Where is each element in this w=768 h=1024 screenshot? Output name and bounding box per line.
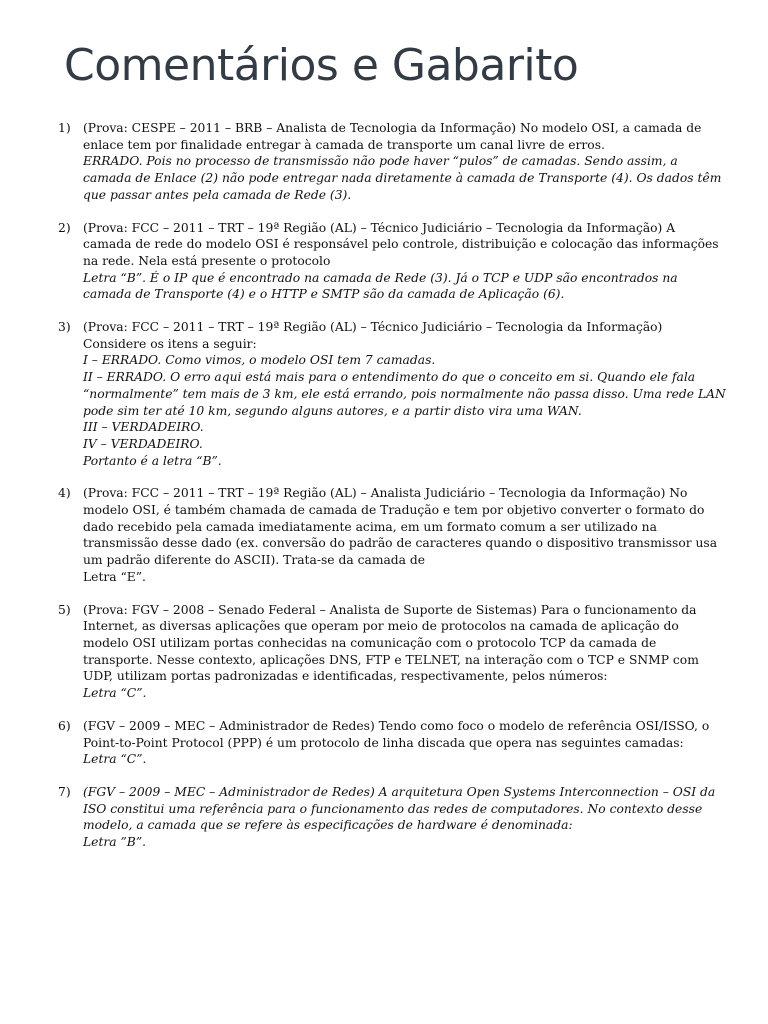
question-comment: Portanto é a letra “B”. [83, 453, 222, 468]
question-item-1 [58, 120, 726, 204]
question-comment: Letra “C”. [83, 752, 147, 767]
question-statement: (Prova: FCC – 2011 – TRT – 19ª Região (AL) – Técnico Judiciário – Tecnologia da Informação) Considere os itens a seguir: [83, 320, 663, 351]
question-number: 5) [58, 602, 71, 617]
question-comment: II – ERRADO. O erro aqui está mais para o entendimento do que o conceito em si. Quando ele fala “normalmente” tem mais de 3 km, ele está errando, pois normalmente não passa disso. Uma rede LAN pode sim ter até 10 km, segundo alguns autores, e a partir disto vira uma WAN. [83, 370, 726, 418]
question-item-4 [58, 485, 726, 585]
question-comment: Letra “B”. É o IP que é encontrado na camada de Rede (3). Já o TCP e UDP são encontrados na camada de Transporte (4) e o HTTP e SMTP são da camada de Aplicação (6). [83, 270, 678, 302]
question-number: 6) [58, 718, 71, 733]
question-comment: ERRADO. Pois no processo de transmissão não pode haver “pulos” de camadas. Sendo assim, a camada de Enlace (2) não pode entregar nada diretamente à camada de Transporte (4). Os dados têm que passar antes pela camada de Rede (3). [83, 154, 722, 202]
question-item-5 [58, 602, 726, 702]
question-statement: (Prova: FCC – 2011 – TRT – 19ª Região (AL) – Analista Judiciário – Tecnologia da Informação) No modelo OSI, é também chamada de camada de Tradução e tem por objetivo converter o formato do dado recebido pela camada imediatamente acima, em um formato comum a ser utilizado na transmissão desse dado (ex. conversão do padrão de caracteres quando o dispositivo transmissor usa um padrão diferente do ASCII). Trata-se da camada de [83, 486, 718, 568]
question-answer: Letra “E”. [83, 569, 146, 584]
question-list [58, 120, 726, 867]
question-comment: I – ERRADO. Como vimos, o modelo OSI tem 7 camadas. [83, 353, 436, 368]
question-item-7 [58, 784, 726, 851]
question-statement: (FGV – 2009 – MEC – Administrador de Redes) Tendo como foco o modelo de referência OSI/ISSO, o Point-to-Point Protocol (PPP) é um protocolo de linha discada que opera nas seguintes camadas: [83, 718, 710, 750]
question-number: 3) [58, 320, 71, 335]
question-comment: IV – VERDADEIRO. [83, 436, 203, 451]
question-number: 7) [58, 784, 71, 799]
question-statement: (Prova: FGV – 2008 – Senado Federal – Analista de Suporte de Sistemas) Para o funcionamento da Internet, as diversas aplicações que operam por meio de protocolos na camada de aplicação do modelo OSI utilizam portas conhecidas na comunicação com o protocolo TCP da camada de transporte. Nesse contexto, aplicações DNS, FTP e TELNET, na interação com o TCP e SNMP com UDP, utilizam portas padronizadas e identificadas, respectivamente, pelos números: [83, 602, 699, 684]
page-title: Comentários e Gabarito [64, 40, 579, 91]
question-number: 1) [58, 121, 71, 135]
question-item-2 [58, 220, 726, 304]
question-item-6 [58, 718, 726, 768]
question-statement: (Prova: CESPE – 2011 – BRB – Analista de Tecnologia da Informação) No modelo OSI, a camada de enlace tem por finalidade entregar à camada de transporte um canal livre de erros. [83, 121, 702, 152]
question-statement: (Prova: FCC – 2011 – TRT – 19ª Região (AL) – Técnico Judiciário – Tecnologia da Informação) A camada de rede do modelo OSI é responsável pelo controle, distribuição e colocação das informações na rede. Nela está presente o protocolo [83, 220, 719, 268]
question-item-3 [58, 319, 726, 469]
question-comment: III – VERDADEIRO. [83, 420, 204, 435]
question-comment: Letra “C”. [83, 686, 147, 701]
question-number: 4) [58, 486, 71, 501]
question-statement: (FGV – 2009 – MEC – Administrador de Redes) A arquitetura Open Systems Interconnection – OSI da ISO constitui uma referência para o funcionamento das redes de computadores. No contexto desse modelo, a camada que se refere às especificações de hardware é denominada: [83, 784, 716, 833]
question-number: 2) [58, 220, 71, 235]
question-comment: Letra ”B”. [83, 835, 147, 850]
